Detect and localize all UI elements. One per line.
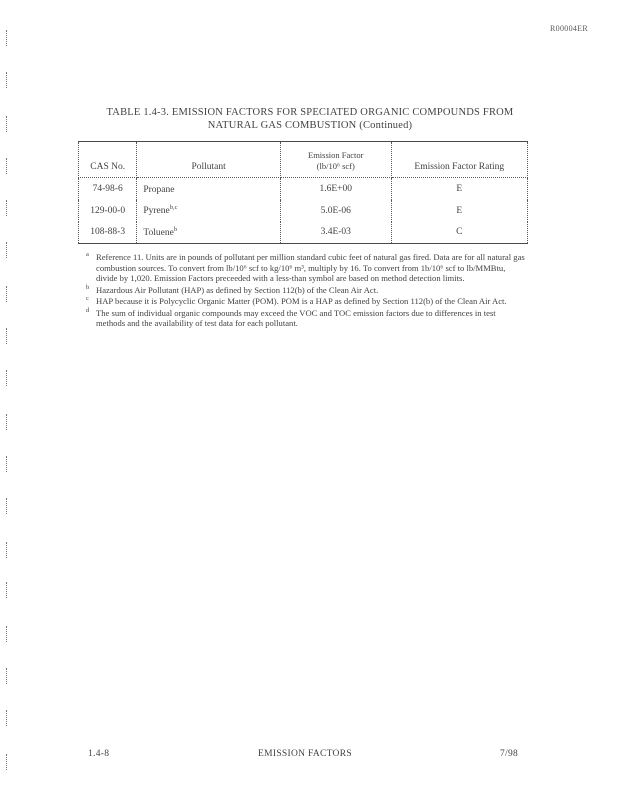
cell-rating: E: [391, 178, 527, 200]
scan-edge-mark: [6, 710, 15, 726]
footnote-text: HAP because it is Polycyclic Organic Matter (POM). POM is a HAP as defined by Section 112(b) of the Clean Air Act.: [96, 296, 507, 306]
footer-document-title: EMISSION FACTORS: [258, 749, 352, 759]
table-row: [79, 222, 528, 244]
scan-edge-mark: [6, 668, 15, 684]
footnote-text: Reference 11. Units are in pounds of pollutant per million standard cubic feet of natural gas fired. Data are for all natural gas combustion sources. To convert from lb/10⁶ scf to kg/10⁶ m³, multiply by 16. To convert from 1b/10⁶ scf to lb/MMBtu, divide by 1,020. Emission Factors preceeded with a less-than symbol are based on method detection limits.: [96, 252, 525, 283]
cell-rating: C: [391, 222, 527, 244]
table-footnotes: [86, 252, 526, 330]
scan-edge-mark: [6, 626, 15, 642]
header-emission-factor: [280, 142, 391, 178]
table-row: [79, 200, 528, 222]
scan-edge-mark: [6, 542, 15, 558]
table-title: [100, 106, 520, 132]
header-emission-factor-line-1: Emission Factor: [308, 150, 364, 160]
scan-edge-mark: [6, 242, 15, 258]
document-code: R00004ER: [550, 24, 588, 33]
footnote-text: The sum of individual organic compounds may exceed the VOC and TOC emission factors due to differences in test methods and the availability of test data for each pollutant.: [96, 307, 496, 328]
footer-date: 7/98: [500, 749, 519, 759]
scan-edge-mark: [6, 72, 15, 88]
cell-rating: E: [391, 200, 527, 222]
scan-edge-mark: [6, 370, 15, 386]
cell-pollutant: [137, 200, 281, 222]
scan-edge-mark: [6, 30, 15, 46]
footnote: [86, 252, 526, 284]
table-title-line-2: NATURAL GAS COMBUSTION (Continued): [207, 120, 413, 131]
scan-edge-mark: [6, 498, 15, 514]
pollutant-name: Propane: [143, 184, 175, 195]
table-header-row: [79, 142, 528, 178]
scan-edge-mark: [6, 158, 15, 174]
scan-edge-mark: [6, 286, 15, 302]
emission-factor-table: [78, 141, 528, 244]
footnote: [86, 296, 526, 307]
cell-pollutant: [137, 222, 281, 244]
footnote: [86, 308, 526, 329]
table-row: [79, 178, 528, 200]
scan-edge-marks: [6, 30, 16, 790]
cell-cas-no: 74-98-6: [79, 178, 137, 200]
header-emission-factor-rating: Emission Factor Rating: [391, 142, 527, 178]
cell-emission-factor: 1.6E+00: [280, 178, 391, 200]
cell-emission-factor: 5.0E-06: [280, 200, 391, 222]
cell-emission-factor: 3.4E-03: [280, 222, 391, 244]
scan-edge-mark: [6, 582, 15, 598]
footnote-mark: d: [86, 306, 90, 314]
cell-cas-no: 108-88-3: [79, 222, 137, 244]
pollutant-name: Toluene: [143, 228, 174, 239]
cell-cas-no: 129-00-0: [79, 200, 137, 222]
footnote-mark: b: [86, 283, 90, 291]
scan-edge-mark: [6, 414, 15, 430]
pollutant-footnote-mark: b: [173, 226, 178, 234]
cell-pollutant: [137, 178, 281, 200]
pollutant-name: Pyrene: [143, 206, 170, 217]
footnote-text: Hazardous Air Pollutant (HAP) as defined by Section 112(b) of the Clean Air Act.: [96, 284, 379, 295]
scan-edge-mark: [6, 116, 15, 132]
header-pollutant: Pollutant: [137, 142, 281, 178]
footnote: [86, 285, 526, 296]
header-emission-factor-line-2: (lb/10⁶ scf): [316, 161, 355, 171]
footnote-mark: a: [86, 251, 89, 258]
scan-edge-mark: [6, 754, 15, 770]
table-title-line-1: TABLE 1.4-3. EMISSION FACTORS FOR SPECIATED ORGANIC COMPOUNDS FROM: [106, 107, 514, 118]
footnote-mark: c: [86, 295, 89, 302]
scan-edge-mark: [6, 328, 15, 344]
footer-page-number: 1.4-8: [88, 749, 110, 759]
scan-edge-mark: [6, 200, 15, 216]
pollutant-footnote-mark: b,c: [169, 204, 178, 212]
scan-edge-mark: [6, 456, 15, 472]
header-cas-no: CAS No.: [79, 142, 137, 178]
